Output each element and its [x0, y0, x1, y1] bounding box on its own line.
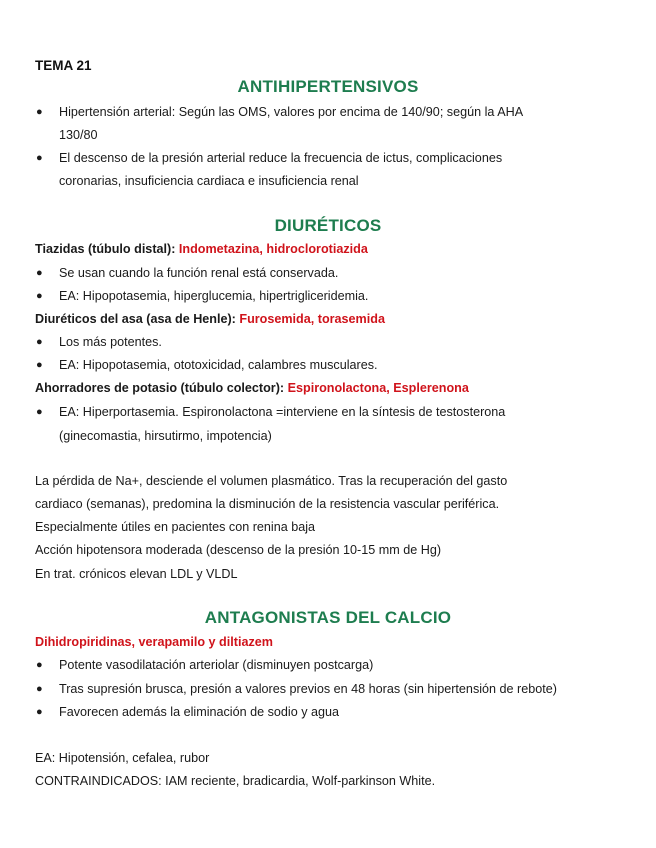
bullet-icon: ● [36, 152, 43, 164]
intro-bullet-2-line-2: coronarias, insuficiencia cardiaca e insuficiencia renal [59, 174, 359, 188]
asa-bullet-1: Los más potentes. [59, 335, 162, 349]
ahorradores-heading [35, 380, 469, 396]
calcio-bullet-2: Tras supresión brusca, presión a valores previos en 48 horas (sin hipertensión de rebote) [59, 682, 557, 696]
asa-bullet-2: EA: Hipopotasemia, ototoxicidad, calambres musculares. [59, 358, 378, 372]
tiazidas-drugs: Indometazina, hidroclorotiazida [178, 242, 368, 256]
bullet-icon: ● [36, 267, 43, 279]
calcio-adverse-effects: EA: Hipotensión, cefalea, rubor [35, 751, 210, 765]
tiazidas-bullet-1: Se usan cuando la función renal está conservada. [59, 266, 339, 280]
bullet-icon: ● [36, 336, 43, 348]
tiazidas-bullet-2: EA: Hipopotasemia, hiperglucemia, hipertrigliceridemia. [59, 289, 369, 303]
intro-bullet-1-line-1: Hipertensión arterial: Según las OMS, valores por encima de 140/90; según la AHA [59, 105, 524, 119]
bullet-icon: ● [36, 683, 43, 695]
ahorradores-bullet-1-line-2: (ginecomastia, hirsutirmo, impotencia) [59, 429, 272, 443]
calcio-bullet-1: Potente vasodilatación arteriolar (disminuyen postcarga) [59, 658, 374, 672]
paragraph-line-5: En trat. crónicos elevan LDL y VLDL [35, 567, 238, 581]
bullet-icon: ● [36, 290, 43, 302]
tiazidas-label: Tiazidas (túbulo distal): [35, 242, 179, 256]
asa-drugs: Furosemida, torasemida [239, 312, 385, 326]
intro-bullet-2-line-1: El descenso de la presión arterial reduce la frecuencia de ictus, complicaciones [59, 151, 503, 165]
asa-heading [35, 311, 385, 327]
calcio-drugs: Dihidropiridinas, verapamilo y diltiazem [35, 635, 273, 649]
bullet-icon: ● [36, 359, 43, 371]
tiazidas-heading [35, 241, 368, 257]
paragraph-line-2: cardiaco (semanas), predomina la disminución de la resistencia vascular periférica. [35, 497, 500, 511]
bullet-icon: ● [36, 406, 43, 418]
calcio-contraindications: CONTRAINDICADOS: IAM reciente, bradicardia, Wolf-parkinson White. [35, 774, 436, 788]
heading-antagonistas-calcio: ANTAGONISTAS DEL CALCIO [204, 608, 452, 627]
paragraph-line-3: Especialmente útiles en pacientes con renina baja [35, 520, 316, 534]
heading-diureticos: DIURÉTICOS [274, 216, 382, 235]
calcio-bullet-3: Favorecen además la eliminación de sodio y agua [59, 705, 340, 719]
bullet-icon: ● [36, 706, 43, 718]
paragraph-line-4: Acción hipotensora moderada (descenso de la presión 10-15 mm de Hg) [35, 543, 442, 557]
intro-bullet-1-line-2: 130/80 [59, 128, 98, 142]
bullet-icon: ● [36, 106, 43, 118]
heading-antihipertensivos: ANTIHIPERTENSIVOS [237, 77, 419, 96]
ahorradores-bullet-1-line-1: EA: Hiperportasemia. Espironolactona =interviene en la síntesis de testosterona [59, 405, 506, 419]
calcio-drugs-heading [35, 634, 273, 650]
asa-label: Diuréticos del asa (asa de Henle): [35, 312, 240, 326]
topic-number: TEMA 21 [35, 58, 92, 73]
bullet-icon: ● [36, 659, 43, 671]
ahorradores-label: Ahorradores de potasio (túbulo colector): [35, 381, 288, 395]
ahorradores-drugs: Espironolactona, Esplerenona [287, 381, 469, 395]
paragraph-line-1: La pérdida de Na+, desciende el volumen plasmático. Tras la recuperación del gasto [35, 474, 508, 488]
